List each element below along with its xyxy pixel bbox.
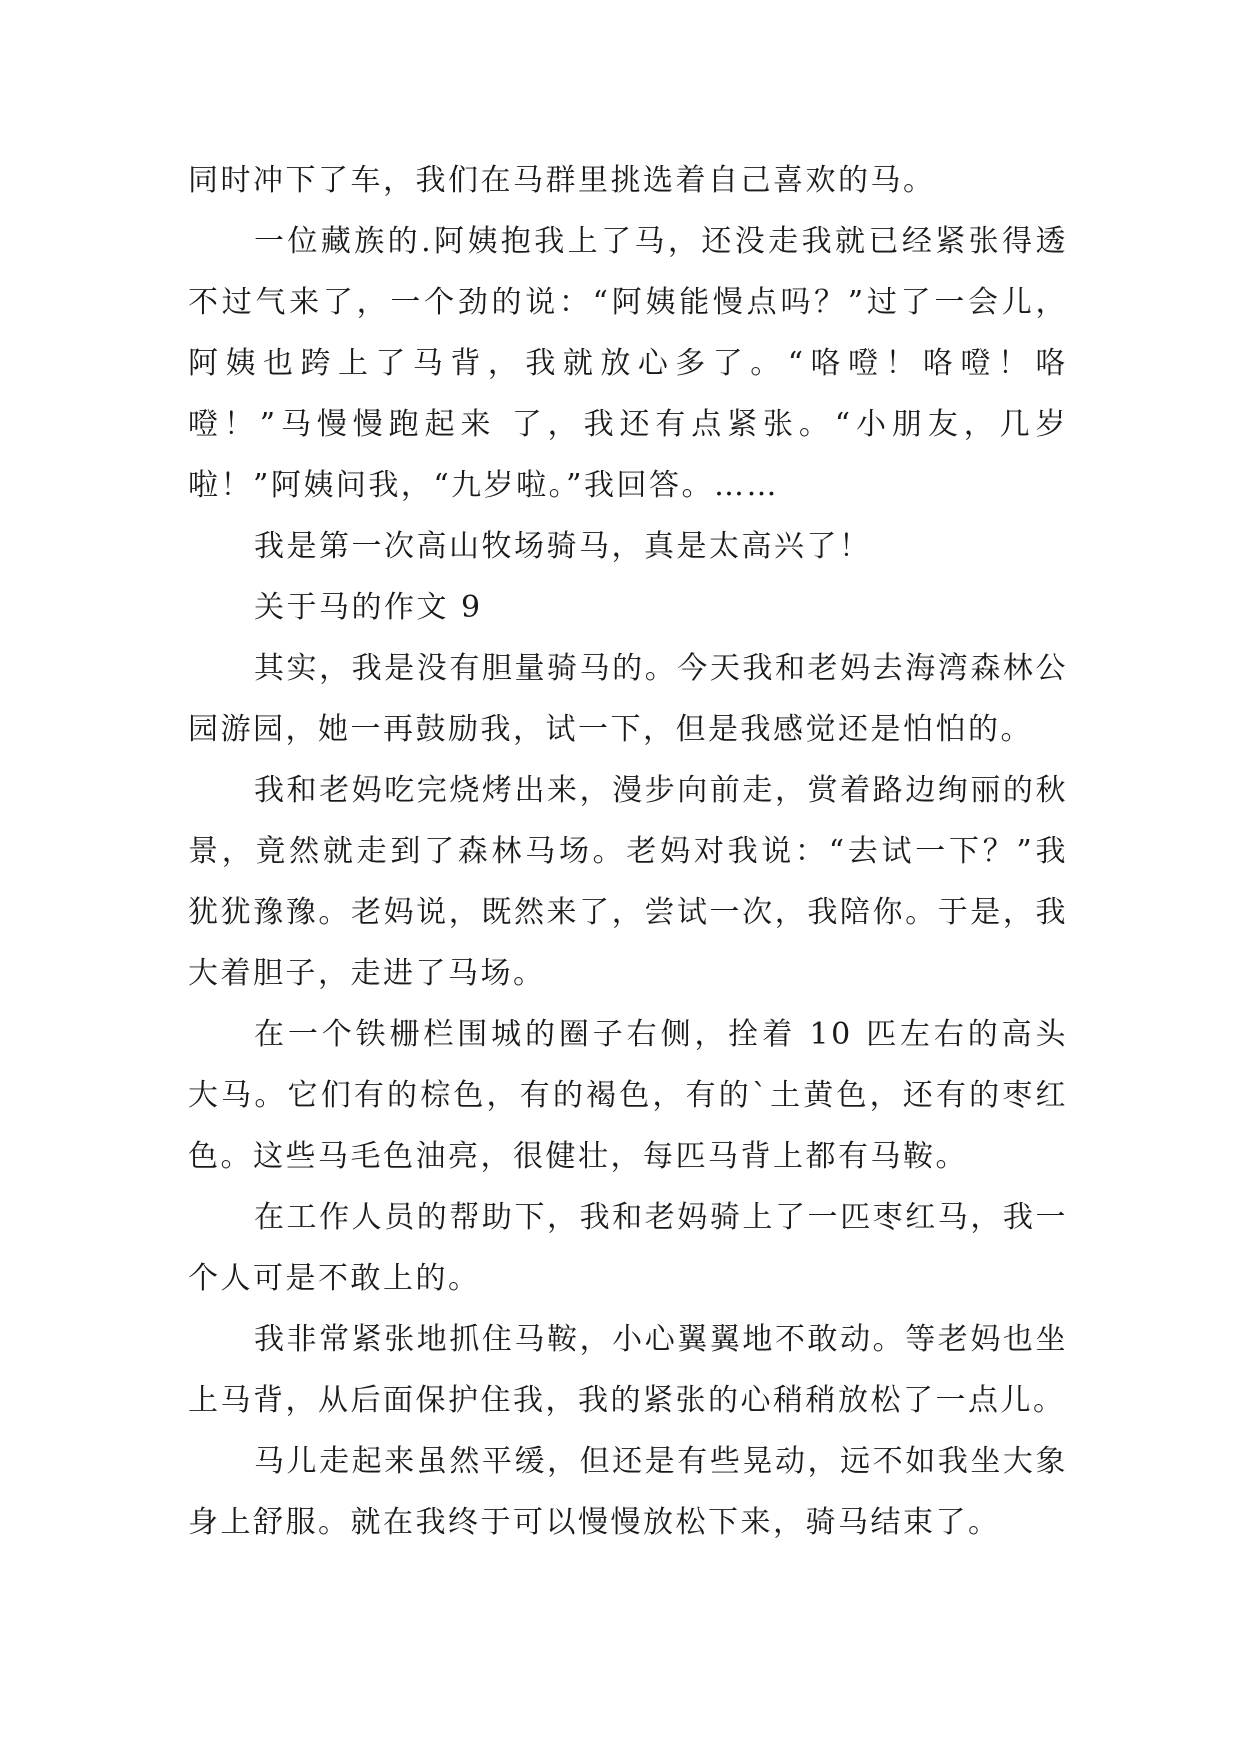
paragraph-4: 其实，我是没有胆量骑马的。今天我和老妈去海湾森林公园游园，她一再鼓励我，试一下，但是我感觉还是怕怕的。 (188, 651, 1068, 747)
paragraph-2: 一位藏族的.阿姨抱我上了马，还没走我就已经紧张得透不过气来了，一个劲的说：“阿姨能慢点吗？”过了一会儿，阿姨也跨上了马背，我就放心多了。“咯噔！咯噔！咯噔！”马慢慢跑起来 了，我还有点紧张。“小朋友，几岁啦！”阿姨问我，“九岁啦。”我回答。…… (188, 224, 1068, 503)
paragraph-5: 我和老妈吃完烧烤出来，漫步向前走，赏着路边绚丽的秋景，竟然就走到了森林马场。老妈对我说：“去试一下？”我犹犹豫豫。老妈说，既然来了，尝试一次，我陪你。于是，我大着胆子，走进了马场。 (188, 773, 1068, 991)
document-body (188, 150, 1068, 1553)
paragraph-3: 我是第一次高山牧场骑马，真是太高兴了！ (254, 529, 872, 564)
paragraph-6: 在一个铁栅栏围城的圈子右侧，拴着 10 匹左右的高头大马。它们有的棕色，有的褐色，有的`土黄色，还有的枣红色。这些马毛色油亮，很健壮，每匹马背上都有马鞍。 (188, 1017, 1068, 1174)
paragraph-8: 我非常紧张地抓住马鞍，小心翼翼地不敢动。等老妈也坐上马背，从后面保护住我，我的紧张的心稍稍放松了一点儿。 (188, 1322, 1068, 1418)
paragraph-1: 同时冲下了车，我们在马群里挑选着自己喜欢的马。 (188, 163, 936, 198)
paragraph-7: 在工作人员的帮助下，我和老妈骑上了一匹枣红马，我一个人可是不敢上的。 (188, 1200, 1068, 1296)
paragraph-9: 马儿走起来虽然平缓，但还是有些晃动，远不如我坐大象身上舒服。就在我终于可以慢慢放松下来，骑马结束了。 (188, 1444, 1068, 1540)
section-heading: 关于马的作文 9 (254, 590, 483, 625)
